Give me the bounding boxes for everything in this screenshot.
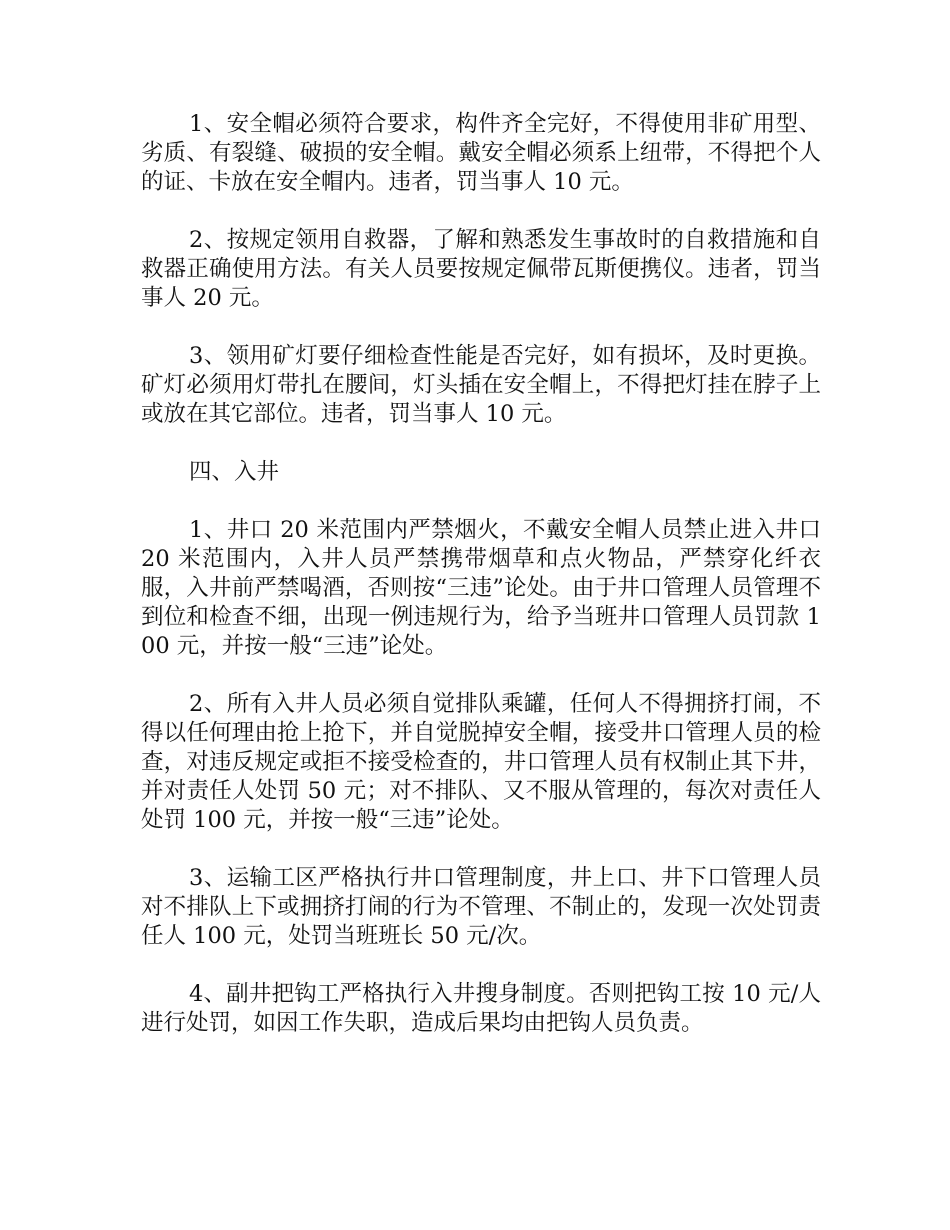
paragraph-queue-boarding: 2、所有入井人员必须自觉排队乘罐，任何人不得拥挤打闹，不得以任何理由抢上抢下，并自觉脱掉安全帽，接受井口管理人员的检查，对违反规定或拒不接受检查的，井口管理人员有权制止其下井，并对责任人处罚 50 元；对不排队、又不服从管理的，每次对责任人处罚 100 元，并按一般“三违”论处。 — [141, 691, 821, 833]
paragraph-shaft-fire-ban: 1、井口 20 米范围内严禁烟火，不戴安全帽人员禁止进入井口 20 米范围内，入井人员严禁携带烟草和点火物品，严禁穿化纤衣服，入井前严禁喝酒，否则按“三违”论处。由于井口管理人员管理不到位和检查不细，出现一例违规行为，给予当班井口管理人员罚款 100 元，并按一般“三违”论处。 — [141, 517, 821, 659]
document-page — [141, 110, 821, 1067]
paragraph-safety-helmet: 1、安全帽必须符合要求，构件齐全完好，不得使用非矿用型、劣质、有裂缝、破损的安全帽。戴安全帽必须系上纽带，不得把个人的证、卡放在安全帽内。违者，罚当事人 10 元。 — [141, 111, 821, 195]
section-heading-entering-shaft: 四、入井 — [189, 459, 280, 485]
paragraph-transport-management: 3、运输工区严格执行井口管理制度，井上口、井下口管理人员对不排队上下或拥挤打闹的行为不管理、不制止的，发现一次处罚责任人 100 元，处罚当班班长 50 元/次。 — [141, 865, 821, 949]
paragraph-body-search: 4、副井把钩工严格执行入井搜身制度。否则把钩工按 10 元/人进行处罚，如因工作失职，造成后果均由把钩人员负责。 — [141, 981, 821, 1036]
paragraph-self-rescuer: 2、按规定领用自救器，了解和熟悉发生事故时的自救措施和自救器正确使用方法。有关人员要按规定佩带瓦斯便携仪。违者，罚当事人 20 元。 — [141, 227, 821, 311]
paragraph-miner-lamp: 3、领用矿灯要仔细检查性能是否完好，如有损坏，及时更换。矿灯必须用灯带扎在腰间，灯头插在安全帽上，不得把灯挂在脖子上或放在其它部位。违者，罚当事人 10 元。 — [141, 343, 821, 427]
